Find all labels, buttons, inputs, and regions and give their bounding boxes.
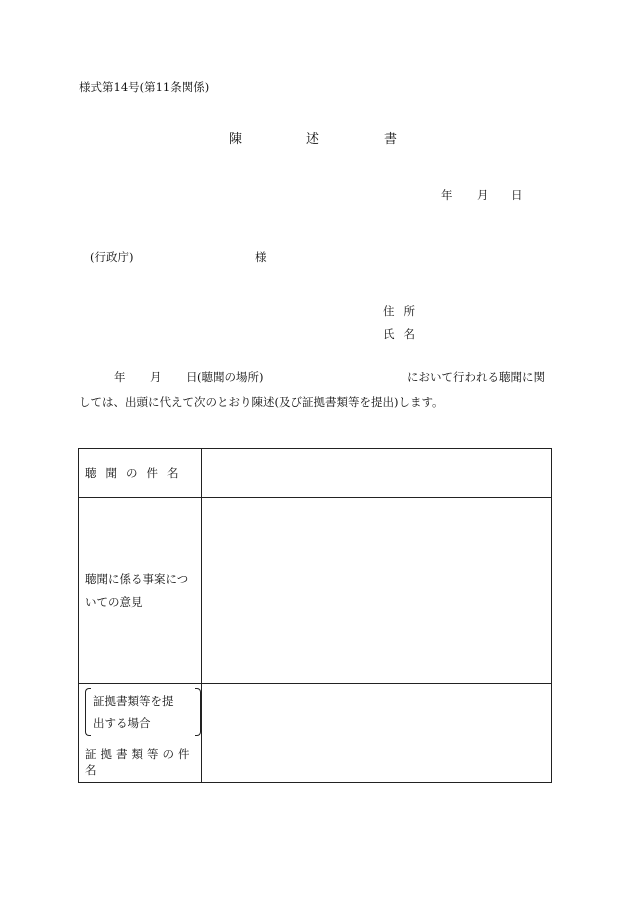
addressee-agency: (行政庁): [90, 250, 134, 264]
hearing-title-label: 聴聞の件名: [79, 449, 202, 498]
address-label: 住所: [383, 304, 424, 318]
table-row-hearing-title: [79, 449, 552, 498]
evidence-condition-line2: 出する場合: [93, 716, 151, 730]
form-number: 様式第14号(第11条関係): [79, 80, 210, 94]
title-char-1: 陳: [229, 132, 243, 147]
date-month-label: 月: [477, 188, 489, 202]
body-month: 月: [150, 370, 162, 384]
table-row-evidence: [79, 684, 552, 783]
opinion-field: [202, 498, 552, 684]
date-year-label: 年: [441, 188, 453, 202]
title-char-2: 述: [306, 132, 320, 147]
body-line2: しては、出頭に代えて次のとおり陳述(及び証拠書類等を提出)します。: [79, 395, 444, 409]
body-day: 日: [186, 370, 198, 384]
opinion-label: [79, 498, 202, 684]
evidence-condition-line1: 証拠書類等を提: [93, 694, 174, 708]
opinion-label-line2: いての意見: [85, 594, 143, 609]
evidence-label: [79, 684, 202, 783]
body-place-label: (聴聞の場所): [197, 370, 264, 384]
evidence-field: [202, 684, 552, 783]
body-line1-rest: において行われる聴聞に関: [407, 370, 545, 384]
body-year: 年: [114, 370, 126, 384]
hearing-title-field: [202, 449, 552, 498]
date-day-label: 日: [511, 188, 523, 202]
opinion-label-line1: 聴聞に係る事案につ: [85, 571, 189, 586]
title-char-3: 書: [384, 132, 398, 147]
statement-table: [78, 448, 552, 783]
table-row-opinion: [79, 498, 552, 684]
evidence-name-label: 証拠書類等の件名: [85, 747, 194, 777]
name-label: 氏名: [383, 327, 424, 341]
addressee-honorific: 様: [255, 250, 267, 264]
evidence-condition-bracket: [85, 688, 201, 736]
